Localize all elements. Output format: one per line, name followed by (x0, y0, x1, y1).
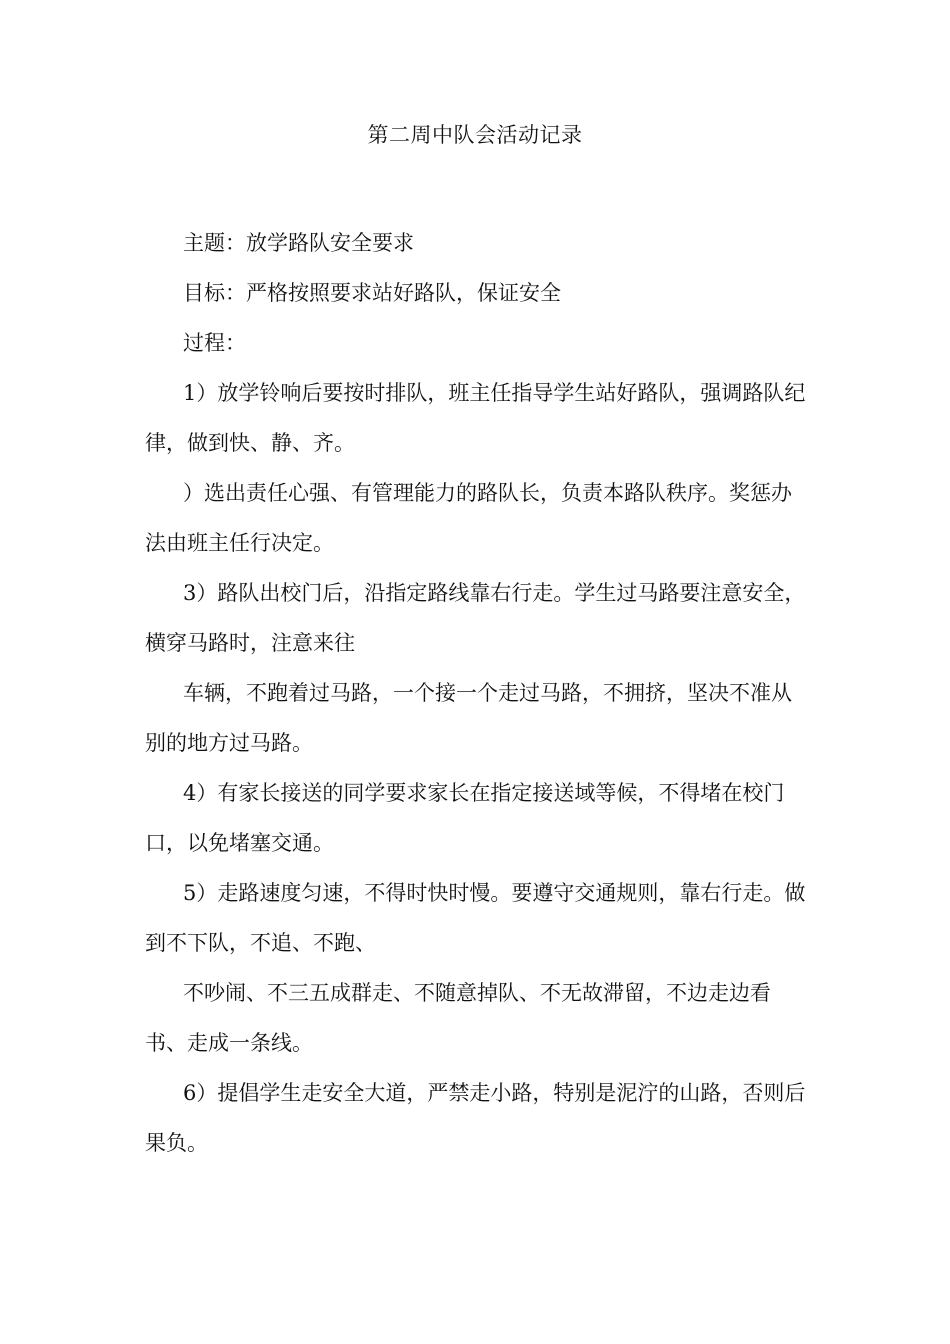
paragraph-step-1: 1）放学铃响后要按时排队，班主任指导学生站好路队，强调路队纪律，做到快、静、齐。 (145, 381, 806, 455)
paragraph-topic: 主题：放学路队安全要求 (183, 231, 414, 255)
paragraph-step-3-continued: 车辆，不跑着过马路，一个接一个走过马路，不拥挤，坚决不准从别的地方过马路。 (145, 681, 792, 755)
paragraph-step-3: 3）路队出校门后，沿指定路线靠右行走。学生过马路要注意安全，横穿马路时，注意来往 (145, 581, 806, 655)
paragraph-step-5: 5）走路速度匀速，不得时快时慢。要遵守交通规则，靠右行走。做到不下队，不追、不跑、 (145, 881, 806, 955)
document-body (145, 218, 810, 1168)
paragraph-step-2: ）选出责任心强、有管理能力的路队长，负责本路队秩序。奖惩办法由班主任行决定。 (145, 481, 792, 555)
document-title: 第二周中队会活动记录 (367, 123, 583, 147)
paragraph-process-heading: 过程： (183, 331, 246, 355)
paragraph-step-4: 4）有家长接送的同学要求家长在指定接送域等候，不得堵在校门口，以免堵塞交通。 (145, 781, 785, 855)
paragraph-step-5-continued: 不吵闹、不三五成群走、不随意掉队、不无故滞留，不边走边看书、走成一条线。 (145, 981, 771, 1055)
paragraph-goal: 目标：严格按照要求站好路队，保证安全 (183, 281, 561, 305)
paragraph-step-6: 6）提倡学生走安全大道，严禁走小路，特别是泥泞的山路，否则后果负。 (145, 1081, 806, 1155)
